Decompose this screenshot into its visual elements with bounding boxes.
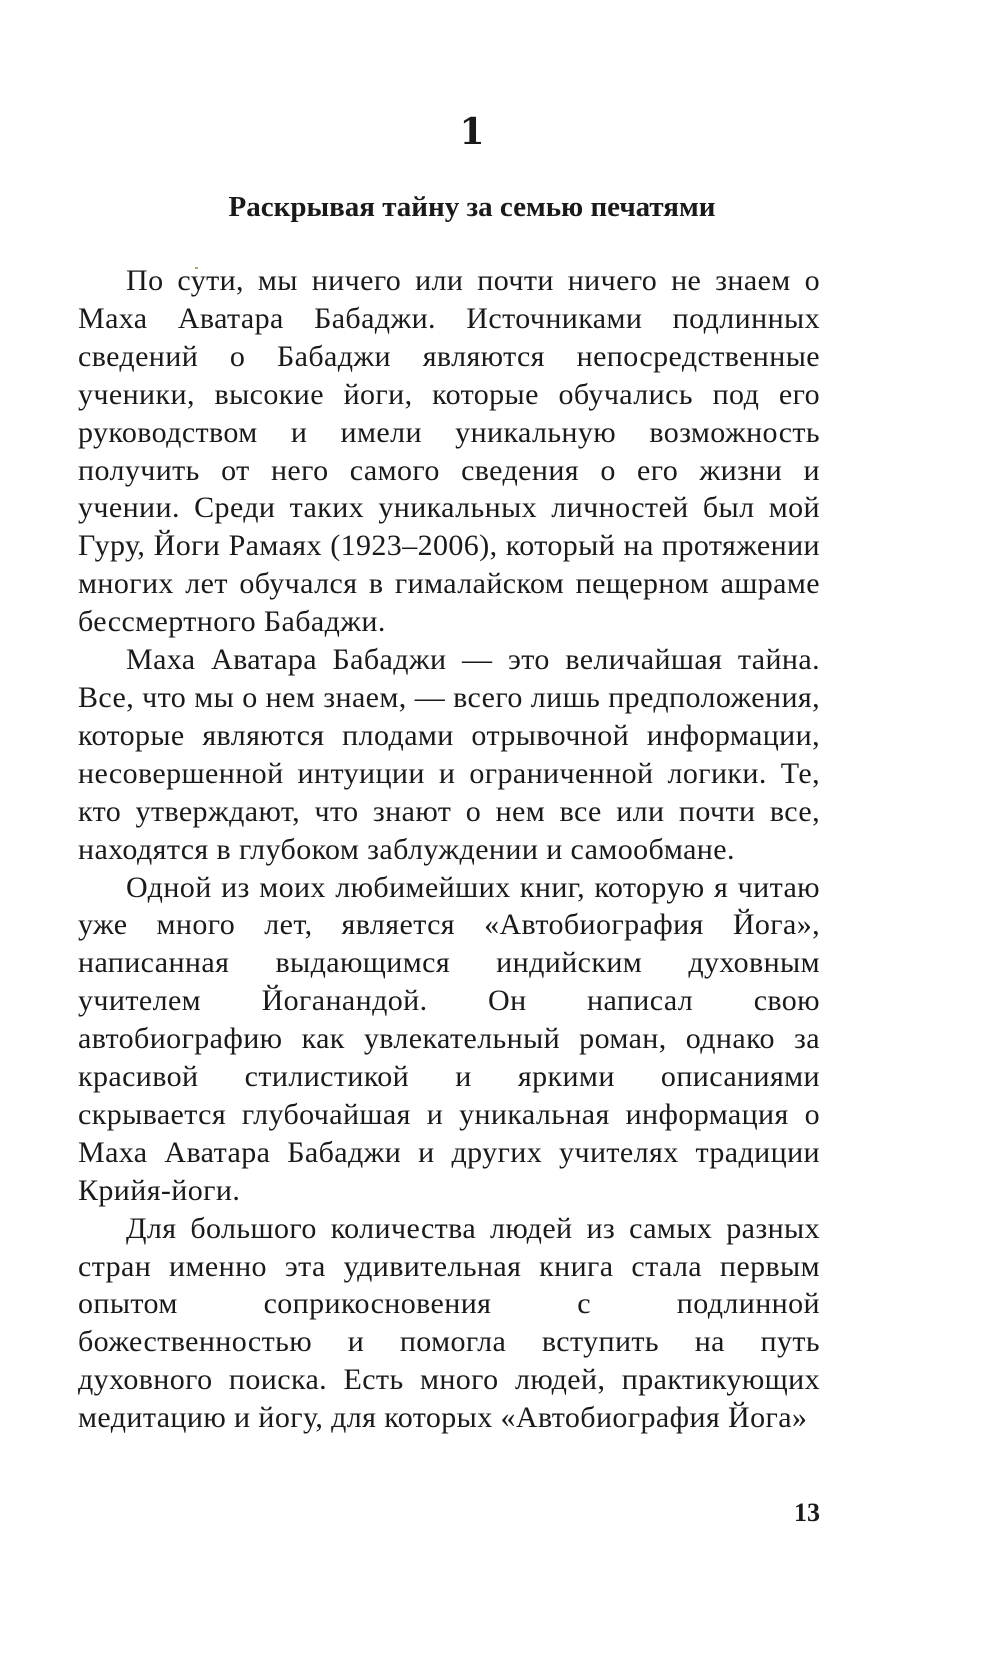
- paragraph: По сути, мы ничего или почти ничего не знаем о Маха Аватара Бабаджи. Источниками подлинных сведений о Бабаджи являются непосредственные ученики, высокие йоги, которые обучались под его руководством и имели уникальную возможность получить от него самого сведения о его жизни и учении. Среди таких уникальных личностей был мой Гуру, Йоги Рамаях (1923–2006), который на протяжении многих лет обучался в гималайском пещерном ашраме бессмертного Бабаджи.: [78, 264, 820, 639]
- paragraph: Для большого количества людей из самых разных стран именно эта удивительная книга стала первым опытом соприкосновения с подлинной божественностью и помогла вступить на путь духовного поиска. Есть много людей, практикующих медитацию и йогу, для которых «Автобиография Йога»: [78, 1211, 820, 1435]
- body-text: [78, 262, 820, 1437]
- paragraph: Одной из моих любимейших книг, которую я читаю уже много лет, является «Автобиография Йога», написанная выдающимся индийским духовным учителем Йоганандой. Он написал свою автобиографию как увлекательный роман, однако за красивой стилистикой и яркими описаниями скрывается глубочайшая и уникальная информация о Маха Аватара Бабаджи и других учителях традиции Крийя-йоги.: [78, 870, 820, 1207]
- page-number: 13: [794, 1498, 820, 1527]
- paragraph: Маха Аватара Бабаджи — это величайшая тайна. Все, что мы о нем знаем, — всего лишь предположения, которые являются плодами отрывочной информации, несовершенной интуиции и ограниченной логики. Те, кто утверждают, что знают о нем все или почти все, находятся в глубоком заблуждении и самообмане.: [78, 643, 820, 866]
- chapter-number: 1: [459, 111, 485, 153]
- chapter-title: Раскрывая тайну за семью печатями: [228, 191, 716, 223]
